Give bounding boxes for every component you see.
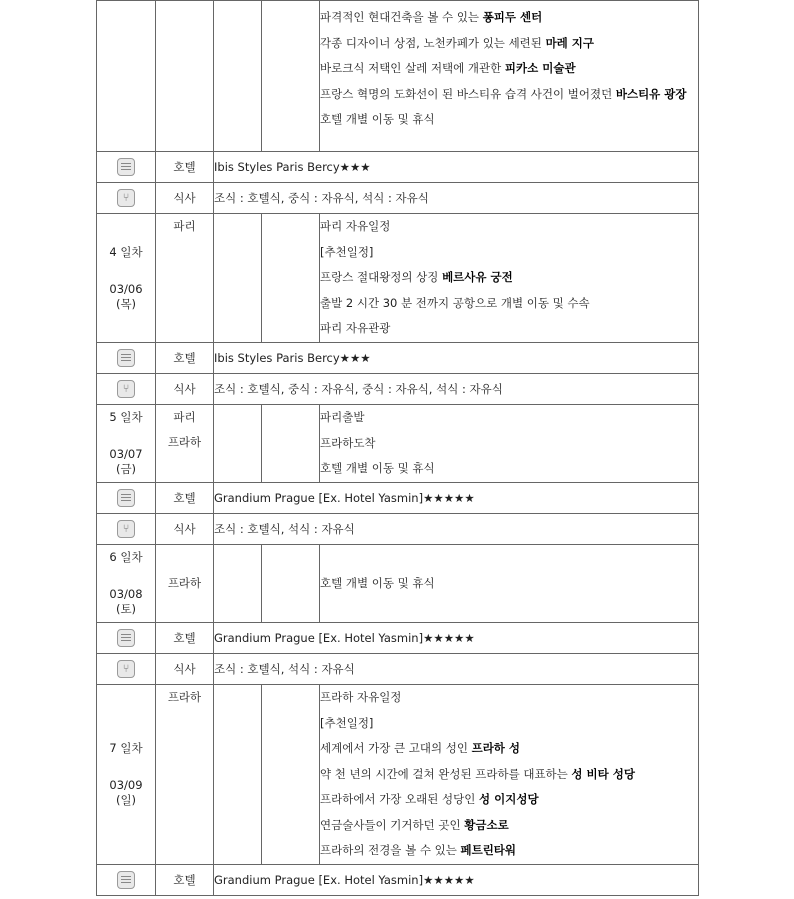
- day-weekday: (토): [115, 602, 137, 616]
- meal-icon: [117, 520, 135, 538]
- day-4-schedule-row: [97, 214, 699, 343]
- time-cell: [262, 214, 320, 343]
- schedule-cell: [320, 685, 699, 865]
- schedule-line: 호텔 개별 이동 및 휴식: [320, 461, 435, 475]
- itinerary-table: [96, 0, 699, 896]
- day-date: 03/09: [109, 778, 143, 792]
- meal-row: [97, 374, 699, 405]
- meal-label: 식사: [156, 374, 214, 405]
- day-weekday: (목): [115, 297, 137, 311]
- schedule-line: [추천일정]: [320, 244, 374, 259]
- schedule-line: 프랑스 절대왕정의 상징 베르사유 궁전: [320, 270, 513, 284]
- day-7-schedule-row: [97, 685, 699, 865]
- schedule-cell: [320, 405, 699, 483]
- transport-cell: [214, 214, 262, 343]
- time-cell: [262, 685, 320, 865]
- schedule-line: 프라하도착: [320, 435, 376, 450]
- meal-row: [97, 183, 699, 214]
- city-name: 프라하: [167, 435, 202, 449]
- city-cell: [156, 545, 214, 623]
- schedule-line: 약 천 년의 시간에 걸쳐 완성된 프라하를 대표하는 성 비타 성당: [320, 766, 635, 781]
- city-cell: [156, 214, 214, 343]
- schedule-line: 프라하 자유일정: [320, 690, 402, 704]
- day-date: 03/07: [109, 447, 143, 461]
- day-6-schedule-row: [97, 545, 699, 623]
- city-name: 프라하: [167, 576, 202, 590]
- transport-cell: [214, 545, 262, 623]
- transport-cell: [214, 405, 262, 483]
- hotel-row: [97, 343, 699, 374]
- schedule-cell: [320, 545, 699, 623]
- meal-icon: [117, 189, 135, 207]
- hotel-name: Grandium Prague [Ex. Hotel Yasmin]★★★★★: [214, 483, 699, 514]
- day-number: 6 일차: [109, 550, 143, 564]
- schedule-line: 바로크식 저택인 살레 저택에 개관한 피카소 미술관: [320, 61, 576, 75]
- hotel-label: 호텔: [156, 623, 214, 654]
- hotel-label: 호텔: [156, 343, 214, 374]
- hotel-label: 호텔: [156, 152, 214, 183]
- day-cell: [97, 685, 156, 865]
- meal-label: 식사: [156, 183, 214, 214]
- day-number: 5 일차: [109, 410, 143, 424]
- hotel-name: Ibis Styles Paris Bercy★★★: [214, 343, 699, 374]
- day-cell: [97, 1, 156, 152]
- schedule-line: 파리 자유관광: [320, 321, 391, 335]
- day-cell: [97, 545, 156, 623]
- hotel-row: [97, 152, 699, 183]
- meal-info: 조식 : 호텔식, 중식 : 자유식, 중식 : 자유식, 석식 : 자유식: [214, 374, 699, 405]
- hotel-name: Grandium Prague [Ex. Hotel Yasmin]★★★★★: [214, 864, 699, 895]
- meal-label: 식사: [156, 514, 214, 545]
- schedule-line: 파격적인 현대건축을 볼 수 있는 퐁피두 센터: [320, 10, 543, 24]
- day-weekday: (금): [115, 462, 137, 476]
- schedule-line: 호텔 개별 이동 및 휴식: [320, 111, 435, 126]
- meal-info: 조식 : 호텔식, 중식 : 자유식, 석식 : 자유식: [214, 183, 699, 214]
- hotel-icon: [117, 629, 135, 647]
- transport-cell: [214, 685, 262, 865]
- schedule-line: 프라하에서 가장 오래된 성당인 성 이지성당: [320, 792, 539, 806]
- hotel-icon: [117, 871, 135, 889]
- day-number: 4 일차: [109, 245, 143, 259]
- hotel-row: [97, 864, 699, 895]
- schedule-line: 세계에서 가장 큰 고대의 성인 프라하 성: [320, 741, 521, 755]
- day-date: 03/08: [109, 587, 143, 601]
- day-cell: [97, 405, 156, 483]
- hotel-label: 호텔: [156, 483, 214, 514]
- schedule-line: 각종 디자이너 상점, 노천카페가 있는 세련된 마레 지구: [320, 35, 595, 50]
- time-cell: [262, 545, 320, 623]
- meal-icon: [117, 380, 135, 398]
- hotel-name: Ibis Styles Paris Bercy★★★: [214, 152, 699, 183]
- day-number: 7 일차: [109, 741, 143, 755]
- schedule-line: 파리출발: [320, 410, 365, 424]
- day-3-schedule-row: [97, 1, 699, 152]
- schedule-cell: [320, 214, 699, 343]
- city-cell: [156, 1, 214, 152]
- schedule-cell: [320, 1, 699, 152]
- city-name: 프라하: [167, 690, 202, 704]
- day-5-schedule-row: [97, 405, 699, 483]
- city-cell: [156, 685, 214, 865]
- city-cell: [156, 405, 214, 483]
- hotel-label: 호텔: [156, 864, 214, 895]
- meal-info: 조식 : 호텔식, 석식 : 자유식: [214, 514, 699, 545]
- meal-label: 식사: [156, 654, 214, 685]
- hotel-icon: [117, 489, 135, 507]
- schedule-line: [추천일정]: [320, 715, 374, 730]
- meal-row: [97, 654, 699, 685]
- transport-cell: [214, 1, 262, 152]
- schedule-line: 출발 2 시간 30 분 전까지 공항으로 개별 이동 및 수속: [320, 295, 590, 310]
- day-weekday: (일): [115, 793, 137, 807]
- meal-info: 조식 : 호텔식, 석식 : 자유식: [214, 654, 699, 685]
- day-date: 03/06: [109, 282, 143, 296]
- schedule-line: 호텔 개별 이동 및 휴식: [320, 575, 435, 590]
- day-cell: [97, 214, 156, 343]
- city-name: 파리: [173, 410, 196, 424]
- hotel-icon: [117, 158, 135, 176]
- meal-row: [97, 514, 699, 545]
- schedule-line: 프랑스 혁명의 도화선이 된 바스티유 습격 사건이 벌어졌던 바스티유 광장: [320, 86, 687, 101]
- hotel-row: [97, 483, 699, 514]
- schedule-line: 파리 자유일정: [320, 219, 391, 233]
- time-cell: [262, 1, 320, 152]
- meal-icon: [117, 660, 135, 678]
- hotel-name: Grandium Prague [Ex. Hotel Yasmin]★★★★★: [214, 623, 699, 654]
- schedule-line: 연금술사들이 기거하던 곳인 황금소로: [320, 817, 509, 832]
- schedule-line: 프라하의 전경을 볼 수 있는 페트린타워: [320, 843, 517, 857]
- time-cell: [262, 405, 320, 483]
- hotel-icon: [117, 349, 135, 367]
- hotel-row: [97, 623, 699, 654]
- city-name: 파리: [173, 219, 196, 233]
